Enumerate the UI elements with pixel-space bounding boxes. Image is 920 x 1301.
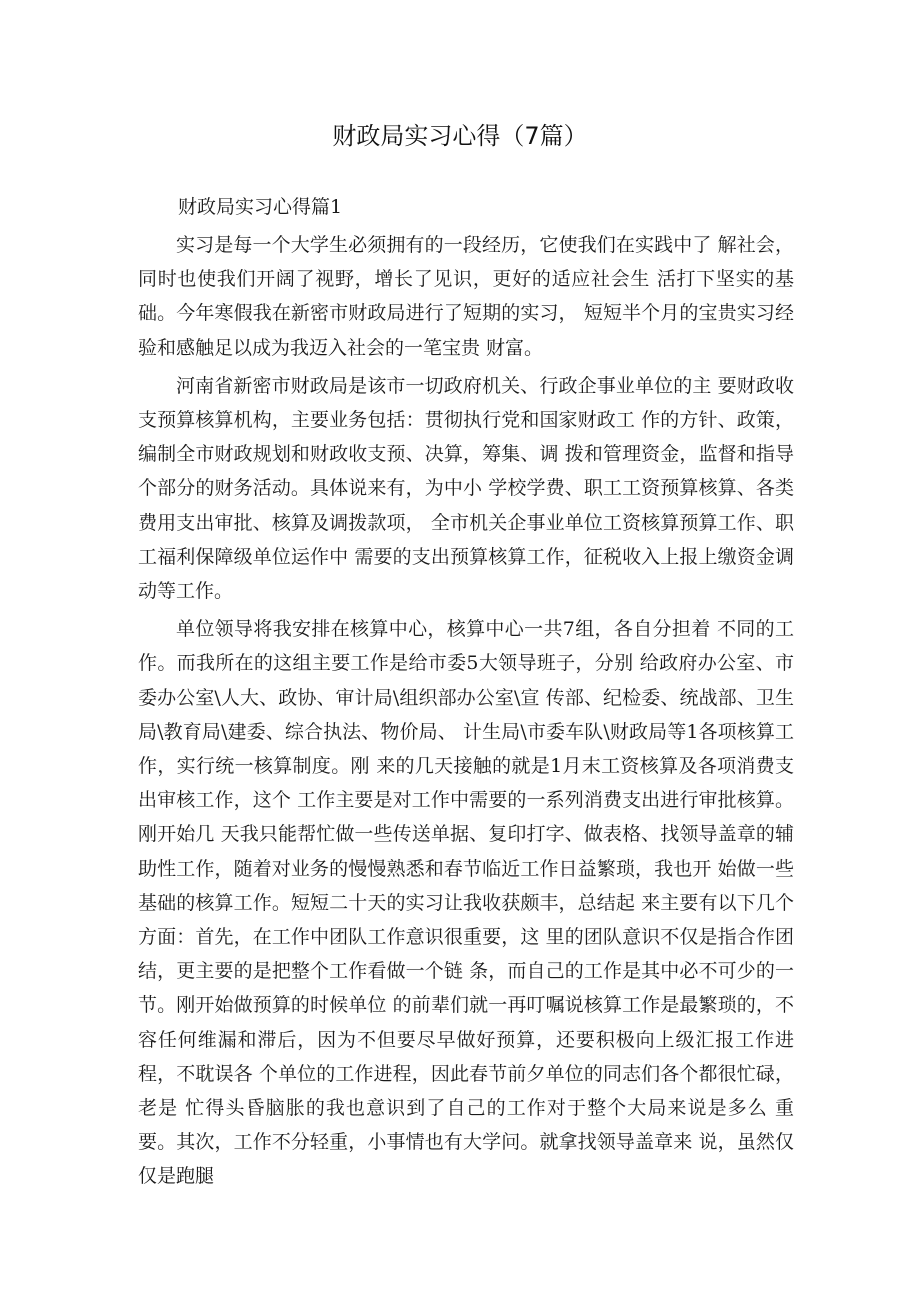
document-body bbox=[138, 228, 794, 1198]
body-paragraph: 河南省新密市财政局是该市一切政府机关、行政企事业单位的主 要财政收支预算核算机构，主要业务包括：贯彻执行党和国家财政工 作的方针、政策，编制全市财政规划和财政收支预、决算，筹集、调 拨和管理资金，监督和指导个部分的财务活动。具体说来有，为中小 学校学费、职工工资预算核算、各类费用支出审批、核算及调拨款项， 全市机关企事业单位工资核算预算工作、职工福利保障级单位运作中 需要的支出预算核算工作，征税收入上报上缴资金调动等工作。 bbox=[138, 374, 794, 603]
document-title: 财政局实习心得（7篇） bbox=[332, 122, 588, 150]
body-paragraph: 单位领导将我安排在核算中心，核算中心一共7组，各自分担着 不同的工作。而我所在的这组主要工作是给市委5大领导班子，分别 给政府办公室、市委办公室\人大、政协、审计局\组织部办公室\宣 传部、纪检委、统战部、卫生局\教育局\建委、综合执法、物价局、 计生局\市委车队\财政局等1各项核算工作，实行统一核算制度。刚 来的几天接触的就是1月末工资核算及各项消费支出审核工作，这个 工作主要是对工作中需要的一系列消费支出进行审批核算。刚开始几 天我只能帮忙做一些传送单据、复印打字、做表格、找领导盖章的辅 助性工作，随着对业务的慢慢熟悉和春节临近工作日益繁琐，我也开 始做一些基础的核算工作。短短二十天的实习让我收获颇丰，总结起 来主要有以下几个方面：首先，在工作中团队工作意识很重要，这 里的团队意识不仅是指合作团结，更主要的是把整个工作看做一个链 条，而自己的工作是其中必不可少的一节。刚开始做预算的时候单位 的前辈们就一再叮嘱说核算工作是最繁琐的，不容任何维漏和滞后，因为不但要尽早做好预算，还要积极向上级汇报工作进程，不耽误各 个单位的工作进程，因此春节前夕单位的同志们各个都很忙碌，老是 忙得头昏脑胀的我也意识到了自己的工作对于整个大局来说是多么 重要。其次，工作不分轻重，小事情也有大学问。就拿找领导盖章来 说，虽然仅仅是跑腿 bbox=[138, 618, 794, 1188]
section-title: 财政局实习心得篇1 bbox=[178, 196, 343, 218]
body-paragraph: 实习是每一个大学生必须拥有的一段经历，它使我们在实践中了 解社会，同时也使我们开阔了视野，增长了见识，更好的适应社会生 活打下坚实的基础。今年寒假我在新密市财政局进行了短期的实习， 短短半个月的宝贵实习经验和感触足以成为我迈入社会的一笔宝贵 财富。 bbox=[138, 234, 794, 359]
